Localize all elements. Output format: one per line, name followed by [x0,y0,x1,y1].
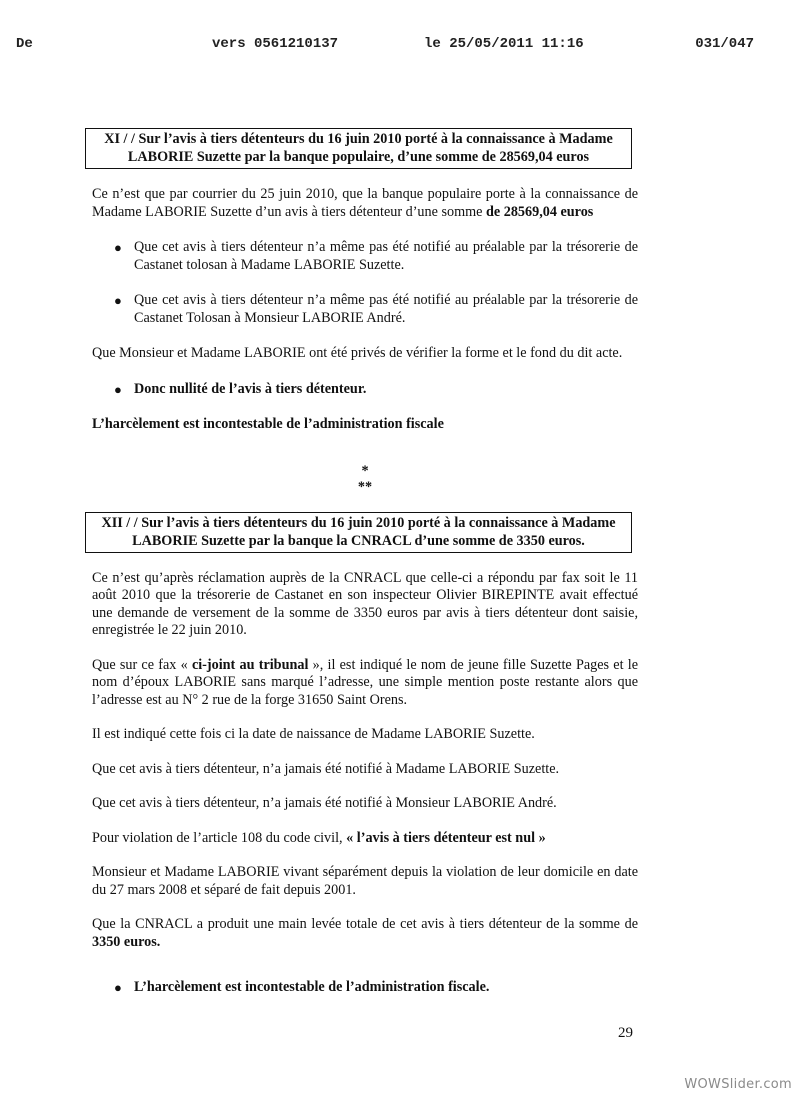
bullet-icon: ● [114,293,122,308]
page-number: 29 [618,1025,633,1041]
document-body [92,128,638,997]
section-xi-nullity-list [92,381,638,399]
separator-double-star: ** [357,478,373,495]
section-separator [92,463,638,495]
fax-from: De [16,36,33,52]
section-xii-para6: Pour violation de l’article 108 du code civil, « l’avis à tiers détenteur est nul » [92,829,546,846]
section-xi-intro-amount: de 28569,04 euros [486,203,594,220]
section-xii-harassment-list [92,979,638,997]
section-xii-title-line1: XII / / Sur l’avis à tiers détenteurs du 16 juin 2010 porté à la connaissance à Madame [101,514,616,531]
section-xi-heading [85,128,632,169]
watermark: WOWSlider.com [684,1077,792,1092]
list-item: ● Donc nullité de l’avis à tiers détenteur. [114,380,367,397]
fax-reference: ci-joint au tribunal [191,656,309,673]
section-xi-harassment: L’harcèlement est incontestable de l’administration fiscale [92,416,444,432]
release-amount: 3350 euros. [92,933,161,950]
separator-star: * [361,462,369,479]
section-xii-para7: Monsieur et Madame LABORIE vivant séparément depuis la violation de leur domicile en date du 27 mars 2008 et séparé de fait depuis 2001. [92,864,638,898]
section-xii-heading [85,512,632,553]
section-xi-intro-text: Ce n’est que par courrier du 25 juin 2010, que la banque populaire porte à la connaissance de Madame LABORIE Suzette d’un avis à tiers détenteur d’une somme [92,186,638,220]
list-item: ● Que cet avis à tiers détenteur n’a même pas été notifié au préalable par la trésorerie de Castanet Tolosan à Monsieur LABORIE André. [114,292,638,326]
section-xii-para1: Ce n’est qu’après réclamation auprès de la CNRACL que celle-ci a répondu par fax soit le 11 août 2010 que la trésorerie de Castanet en son inspecteur Olivier BIREPINTE avait effectué une demande de versement de la somme de 3350 euros par avis à tiers détenteur dont saisie, enregistrée le 22 juin 2010. [92,569,638,638]
section-xi-title-line1: XI / / Sur l’avis à tiers détenteurs du 16 juin 2010 porté à la connaissance à Madame [104,131,613,147]
section-xi-title-line2: LABORIE Suzette par la banque populaire, d’une somme de 28569,04 euros [127,149,590,165]
section-xii-para2: Que sur ce fax « ci-joint au tribunal », il est indiqué le nom de jeune fille Suzette Pages et le nom d’époux LABORIE sans marqué l’adresse, une simple mention poste restante alors que l’adresse est au N° 2 rue de la forge 31650 Saint Orens. [92,656,639,708]
section-xii-para3: Il est indiqué cette fois ci la date de naissance de Madame LABORIE Suzette. [92,726,535,742]
bullet-icon: ● [114,381,122,397]
section-xii-para8: Que la CNRACL a produit une main levée totale de cet avis à tiers détenteur de la somme de 3350 euros. [92,916,638,950]
fax-recipient: vers 0561210137 [212,36,339,52]
bullet-icon: ● [114,980,122,995]
fax-page-counter: 031/047 [695,36,754,52]
section-xii-para5: Que cet avis à tiers détenteur, n’a jamais été notifié à Monsieur LABORIE André. [92,795,557,811]
section-xi-intro [92,186,638,221]
bullet-icon: ● [114,240,122,255]
nullity-statement: « l’avis à tiers détenteur est nul » [346,829,546,846]
fax-header [16,36,754,56]
section-xi-bullet-list [92,239,638,327]
section-xii-para4: Que cet avis à tiers détenteur, n’a jamais été notifié à Madame LABORIE Suzette. [92,760,560,777]
list-item: ● Que cet avis à tiers détenteur n’a même pas été notifié au préalable par la trésorerie de Castanet tolosan à Madame LABORIE Suzette. [114,239,638,273]
section-xii-title-line2: LABORIE Suzette par la banque la CNRACL d’une somme de 3350 euros. [132,532,585,549]
section-xi-deprived: Que Monsieur et Madame LABORIE ont été privés de vérifier la forme et le fond du dit acte. [92,345,623,361]
list-item: ● L’harcèlement est incontestable de l’administration fiscale. [114,979,490,995]
fax-datetime: le 25/05/2011 11:16 [424,36,584,52]
